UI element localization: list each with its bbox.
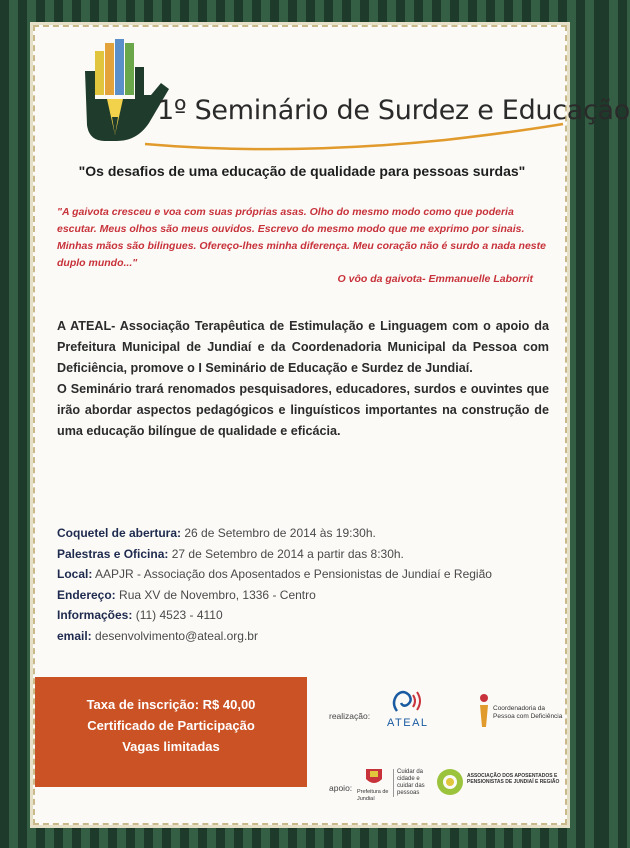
detail-row xyxy=(57,585,557,606)
detail-label: Local: xyxy=(57,567,93,581)
coordenadoria-name: Coordenadoria da Pessoa com Deficiência xyxy=(493,705,563,720)
intro-paragraph-1-rest: com o apoio da Prefeitura Municipal de Jundiaí e da Coordenadoria Municipal da Pessoa com Deficiência, promove o I Seminário de Educação e Surdez de Jundiaí. xyxy=(57,319,549,375)
detail-row xyxy=(57,544,557,565)
registration-box xyxy=(35,677,307,787)
aapjr-name: ASSOCIAÇÃO DOS APOSENTADOS E PENSIONISTAS DE JUNDIAÍ E REGIÃO xyxy=(467,773,560,785)
detail-row xyxy=(57,605,557,626)
prefeitura-name: Prefeitura de Jundiaí xyxy=(357,789,389,802)
certificate-info: Certificado de Participação xyxy=(87,718,255,733)
detail-value: 27 de Setembro de 2014 a partir das 8:30h. xyxy=(168,546,404,561)
poster xyxy=(33,25,630,825)
intro-section xyxy=(57,316,549,442)
detail-value: (11) 4523 - 4110 xyxy=(132,608,223,622)
intro-paragraph-2 xyxy=(57,379,549,442)
apoio-label: apoio: xyxy=(329,783,353,793)
detail-row xyxy=(57,564,557,585)
event-details xyxy=(57,523,557,646)
detail-value: 26 de Setembro de 2014 às 19:30h. xyxy=(181,526,376,540)
quote-author: O vôo da gaivota- Emmanuelle Laborrit xyxy=(337,273,533,285)
detail-row xyxy=(57,523,557,544)
detail-label: Palestras e Oficina: xyxy=(57,546,169,561)
page-title: 1º Seminário de Surdez e Educação xyxy=(157,95,630,126)
intro-paragraph-2-text: O Seminário trará renomados pesquisadores, educadores, surdos e ouvintes que irão abordar aspectos pedagógicos e linguísticos importantes na construção de uma educação bilíngue de qualidade e eficácia. xyxy=(57,382,549,438)
intro-paragraph-1 xyxy=(57,316,549,379)
coordenadoria-logo-icon xyxy=(477,693,491,729)
aapjr-logo-icon xyxy=(435,767,465,797)
quote-text: "A gaivota cresceu e voa com suas próprias asas. Olho do mesmo modo como que poderia escutar. Meus olhos são meus ouvidos. Escrevo do mesmo modo que me exprimo por sinais. Minhas mãos são bilingues. Ofereço-lhes minha diferença. Meu coração não é surdo a nada neste duplo mundo..." xyxy=(57,206,546,269)
sponsors-area xyxy=(327,677,567,807)
cuidar-slogan: Cuidar da cidade e cuidar das pessoas xyxy=(393,769,433,797)
detail-label: Coquetel de abertura: xyxy=(57,526,182,540)
limited-spots: Vagas limitadas xyxy=(122,739,220,754)
detail-value: AAPJR - Associação dos Aposentados e Pensionistas de Jundiaí e Região xyxy=(92,567,492,581)
org-name: A ATEAL- Associação Terapêutica de Estimulação e Linguagem xyxy=(57,319,448,333)
detail-label: Endereço: xyxy=(57,587,116,602)
detail-row xyxy=(57,626,557,647)
registration-fee: Taxa de inscrição: R$ 40,00 xyxy=(86,697,256,712)
prefeitura-crest-icon xyxy=(363,767,385,787)
detail-label: Informações: xyxy=(57,608,133,622)
ateal-name: ATEAL xyxy=(387,717,429,729)
ateal-logo-icon xyxy=(389,689,423,717)
detail-value: Rua XV de Novembro, 1336 - Centro xyxy=(115,587,316,602)
detail-label: email: xyxy=(57,628,92,643)
email-link[interactable]: desenvolvimento@ateal.org.br xyxy=(91,628,258,643)
subtitle: "Os desafios de uma educação de qualidade para pessoas surdas" xyxy=(78,163,526,179)
title-underline-swoosh xyxy=(145,122,565,152)
realizacao-label: realização: xyxy=(329,711,371,721)
